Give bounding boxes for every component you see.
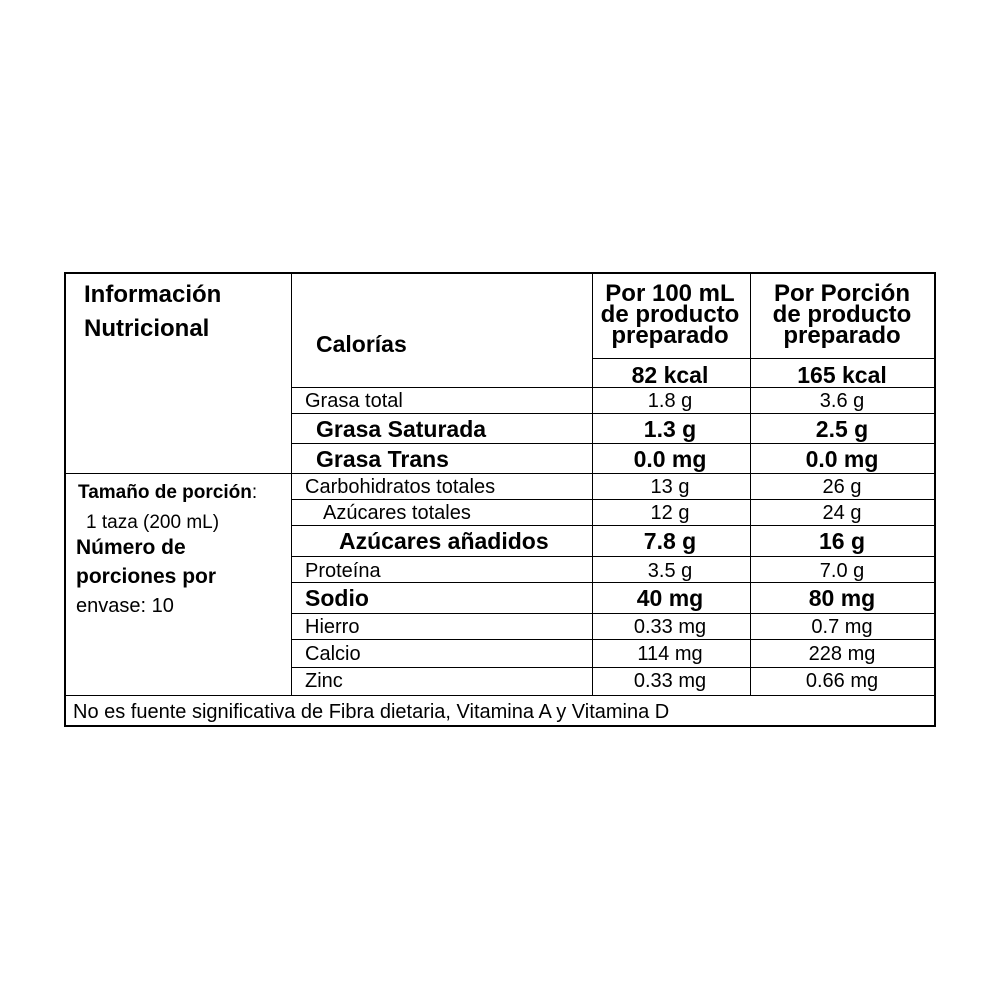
column-header-perportion <box>772 280 912 349</box>
nutrient-per100-sodium: 40 mg <box>636 585 704 611</box>
nutrient-perportion-protein: 7.0 g <box>819 560 865 582</box>
nutrient-perportion-calcium: 228 mg <box>808 643 876 665</box>
nutrient-label-total-carbs: Carbohidratos totales <box>305 476 496 498</box>
portions-per-container-value: envase: 10 <box>76 595 174 617</box>
column-header-per100-line-3: preparado <box>611 322 729 349</box>
divider-row-5 <box>291 525 936 526</box>
divider-row-10 <box>291 667 936 668</box>
divider-per100-column <box>592 272 593 695</box>
divider-perportion-column <box>750 272 751 695</box>
divider-serving <box>64 473 936 474</box>
table-title-line-1: Información <box>84 281 222 308</box>
serving-size-label-text: Tamaño de porción <box>78 482 252 503</box>
nutrient-perportion-sodium: 80 mg <box>808 585 876 611</box>
nutrient-label-sodium: Sodio <box>305 585 369 611</box>
nutrient-perportion-added-sugars: 16 g <box>818 528 866 554</box>
nutrient-perportion-total-sugars: 24 g <box>822 502 862 524</box>
nutrient-perportion-total-carbs: 26 g <box>822 476 862 498</box>
divider-header <box>592 358 936 359</box>
portions-per-container-line-1: Número de <box>76 536 186 559</box>
serving-size-colon: : <box>251 482 258 503</box>
nutrient-per100-total-fat: 1.8 g <box>647 390 693 412</box>
nutrient-label-calcium: Calcio <box>305 643 361 665</box>
nutrient-per100-protein: 3.5 g <box>647 560 693 582</box>
nutrient-per100-trans-fat: 0.0 mg <box>633 446 707 472</box>
nutrient-label-saturated-fat: Grasa Saturada <box>316 416 487 442</box>
nutrient-per100-iron: 0.33 mg <box>633 616 707 638</box>
nutrient-per100-total-sugars: 12 g <box>650 502 690 524</box>
nutrient-perportion-zinc: 0.66 mg <box>805 670 879 692</box>
calories-label: Calorías <box>316 331 407 357</box>
nutrient-per100-calcium: 114 mg <box>637 643 703 665</box>
nutrient-label-iron: Hierro <box>305 616 360 638</box>
column-header-perportion-line-3: preparado <box>783 322 901 349</box>
divider-row-1 <box>291 413 936 414</box>
nutrient-label-total-sugars: Azúcares totales <box>323 502 471 524</box>
nutrient-perportion-trans-fat: 0.0 mg <box>805 446 879 472</box>
nutrient-per100-added-sugars: 7.8 g <box>643 528 697 554</box>
column-header-per100-line-2: de producto <box>600 301 740 328</box>
divider-row-4 <box>291 499 936 500</box>
nutrient-label-total-fat: Grasa total <box>305 390 403 412</box>
table-title-line-2: Nutricional <box>84 315 210 342</box>
divider-row-8 <box>291 613 936 614</box>
column-header-per100-line-1: Por 100 mL <box>605 280 735 307</box>
nutrition-facts-table <box>64 272 936 727</box>
nutrient-label-trans-fat: Grasa Trans <box>316 446 449 472</box>
serving-size-value: 1 taza (200 mL) <box>86 512 220 533</box>
calories-per100-value: 82 kcal <box>631 362 709 388</box>
divider-row-2 <box>291 443 936 444</box>
nutrient-per100-saturated-fat: 1.3 g <box>643 416 697 442</box>
column-header-per100 <box>600 280 740 349</box>
nutrient-per100-total-carbs: 13 g <box>650 476 690 498</box>
divider-row-9 <box>291 639 936 640</box>
serving-size-label <box>78 483 257 502</box>
divider-row-6 <box>291 556 936 557</box>
calories-perportion-value: 165 kcal <box>797 362 887 388</box>
nutrient-label-added-sugars: Azúcares añadidos <box>339 528 549 554</box>
column-header-perportion-line-2: de producto <box>772 301 912 328</box>
divider-footer <box>64 695 936 696</box>
divider-label-column <box>291 272 292 695</box>
footer-note: No es fuente significativa de Fibra dietaria, Vitamina A y Vitamina D <box>73 701 670 723</box>
portions-per-container-line-2: porciones por <box>76 565 217 588</box>
nutrient-perportion-saturated-fat: 2.5 g <box>815 416 869 442</box>
nutrient-per100-zinc: 0.33 mg <box>633 670 707 692</box>
column-header-perportion-line-1: Por Porción <box>773 280 911 307</box>
nutrient-perportion-total-fat: 3.6 g <box>819 390 865 412</box>
nutrient-label-zinc: Zinc <box>305 670 343 692</box>
nutrient-label-protein: Proteína <box>305 560 381 582</box>
nutrient-perportion-iron: 0.7 mg <box>811 616 873 638</box>
divider-row-7 <box>291 582 936 583</box>
